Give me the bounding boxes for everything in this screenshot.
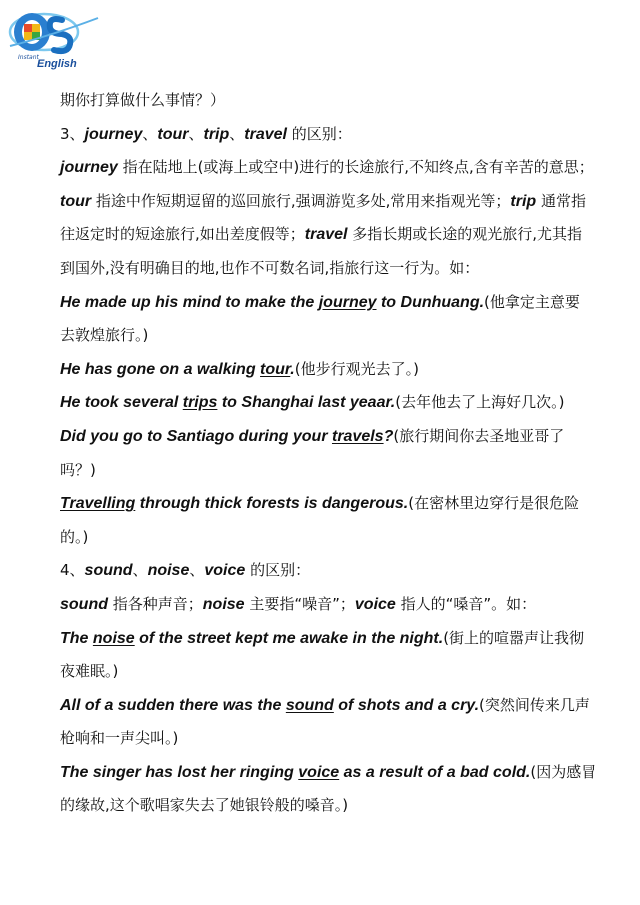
text-line xyxy=(60,622,600,656)
chinese-text: 枪响和一声尖叫。) xyxy=(60,729,179,748)
english-text: sound xyxy=(84,562,133,580)
underlined-keyword: travels xyxy=(331,427,384,445)
english-text: noise xyxy=(202,595,245,613)
chinese-text: 、 xyxy=(229,124,245,143)
logo-emblem-icon xyxy=(2,2,102,64)
text-line xyxy=(60,151,600,185)
english-text: ? xyxy=(383,427,394,445)
text-line xyxy=(60,722,600,756)
english-text: as a result of a bad cold. xyxy=(339,763,531,781)
chinese-text: 吗？) xyxy=(60,460,96,479)
text-line xyxy=(60,588,600,622)
english-text: . xyxy=(290,360,295,378)
underlined-keyword: journey xyxy=(318,293,377,311)
chinese-text: 的缘故,这个歌唱家失去了她银铃般的嗓音。) xyxy=(60,796,349,815)
chinese-text: 夜难眠。) xyxy=(60,662,119,681)
underlined-keyword: sound xyxy=(285,696,334,714)
text-line xyxy=(60,521,600,555)
chinese-text: 的区别： xyxy=(245,561,311,580)
chinese-text: (街上的喧嚣声让我彻 xyxy=(443,628,585,647)
text-line xyxy=(60,554,600,588)
english-text: sound xyxy=(60,595,108,613)
english-text: of the street kept me awake in the night. xyxy=(134,629,444,647)
chinese-text: 期你打算做什么事情？） xyxy=(60,91,226,109)
chinese-text: 的。) xyxy=(60,527,89,546)
chinese-text: (旅行期间你去圣地亚哥了 xyxy=(393,426,565,445)
text-line xyxy=(60,689,600,723)
english-text: noise xyxy=(147,562,190,580)
underlined-keyword: voice xyxy=(298,763,340,781)
chinese-text: 通常指 xyxy=(536,191,586,210)
chinese-text: (突然间传来几声 xyxy=(479,695,590,714)
chinese-text: 主要指“噪音”； xyxy=(244,594,355,613)
text-line xyxy=(60,118,600,152)
underlined-keyword: trips xyxy=(182,394,218,412)
english-text: All of a sudden there was the xyxy=(60,696,286,714)
text-line xyxy=(60,655,600,689)
chinese-text: (去年他去了上海好几次。) xyxy=(395,393,565,412)
english-text: He made up his mind to make the xyxy=(60,293,319,311)
chinese-text: 4、 xyxy=(60,561,85,580)
chinese-text: 指途中作短期逗留的巡回旅行,强调游览多处,常用来指观光等； xyxy=(91,191,511,210)
english-text: voice xyxy=(204,562,246,580)
chinese-text: 3、 xyxy=(60,124,85,143)
english-text: trip xyxy=(510,192,537,210)
underlined-keyword: tour xyxy=(260,360,291,378)
logo-wordmark: English xyxy=(37,58,77,70)
text-line xyxy=(60,454,600,488)
chinese-text: 多指长期或长途的观光旅行,尤其指 xyxy=(347,225,583,244)
text-line xyxy=(60,185,600,219)
chinese-text: 、 xyxy=(189,561,205,580)
underlined-keyword: noise xyxy=(92,629,135,647)
english-text: He took several xyxy=(60,394,183,412)
chinese-text: (在密林里边穿行是很危险 xyxy=(408,494,580,513)
chinese-text: 的区别： xyxy=(286,124,352,143)
chinese-text: 指在陆地上(或海上或空中)进行的长途旅行,不知终点,含有辛苦的意思； xyxy=(117,158,594,177)
chinese-text: 指各种声音； xyxy=(108,594,203,613)
text-line xyxy=(60,420,600,454)
english-text: trip xyxy=(203,125,230,143)
chinese-text: 指人的“嗓音”。如： xyxy=(395,594,537,613)
chinese-text: (他拿定主意要 xyxy=(484,292,580,311)
english-text: to Dunhuang. xyxy=(376,293,485,311)
logo-subtext: Instant xyxy=(18,54,39,61)
english-text: to Shanghai last yeaar. xyxy=(217,394,396,412)
chinese-text: 往返定时的短途旅行,如出差度假等； xyxy=(60,225,305,244)
text-line xyxy=(60,487,600,521)
text-line xyxy=(60,218,600,252)
brand-logo xyxy=(2,2,102,72)
text-line xyxy=(60,252,600,286)
english-text: journey xyxy=(84,125,143,143)
english-text: tour xyxy=(157,125,189,143)
document-body xyxy=(60,84,600,823)
text-line xyxy=(60,789,600,823)
chinese-text: 、 xyxy=(132,561,148,580)
english-text: journey xyxy=(60,159,118,177)
text-line xyxy=(60,756,600,790)
text-line xyxy=(60,319,600,353)
chinese-text: 去敦煌旅行。) xyxy=(60,326,149,345)
english-text: through thick forests is dangerous. xyxy=(135,495,409,513)
english-text: of shots and a cry. xyxy=(333,696,480,714)
text-line xyxy=(60,286,600,320)
english-text: He has gone on a walking xyxy=(60,360,261,378)
english-text: voice xyxy=(354,595,396,613)
english-text: Did you go to Santiago during your xyxy=(60,427,332,445)
english-text: The xyxy=(60,629,93,647)
chinese-text: 、 xyxy=(142,124,158,143)
chinese-text: 、 xyxy=(188,124,204,143)
chinese-text: (因为感冒 xyxy=(530,762,597,781)
chinese-text: (他步行观光去了。) xyxy=(294,359,419,378)
chinese-text: 到国外,没有明确目的地,也作不可数名词,指旅行这一行为。如： xyxy=(60,258,480,277)
english-text: travel xyxy=(244,125,287,143)
text-line xyxy=(60,386,600,420)
text-line xyxy=(60,353,600,387)
underlined-keyword: Travelling xyxy=(60,495,136,513)
english-text: tour xyxy=(60,192,92,210)
text-line xyxy=(60,84,600,118)
english-text: The singer has lost her ringing xyxy=(60,763,299,781)
english-text: travel xyxy=(304,226,348,244)
